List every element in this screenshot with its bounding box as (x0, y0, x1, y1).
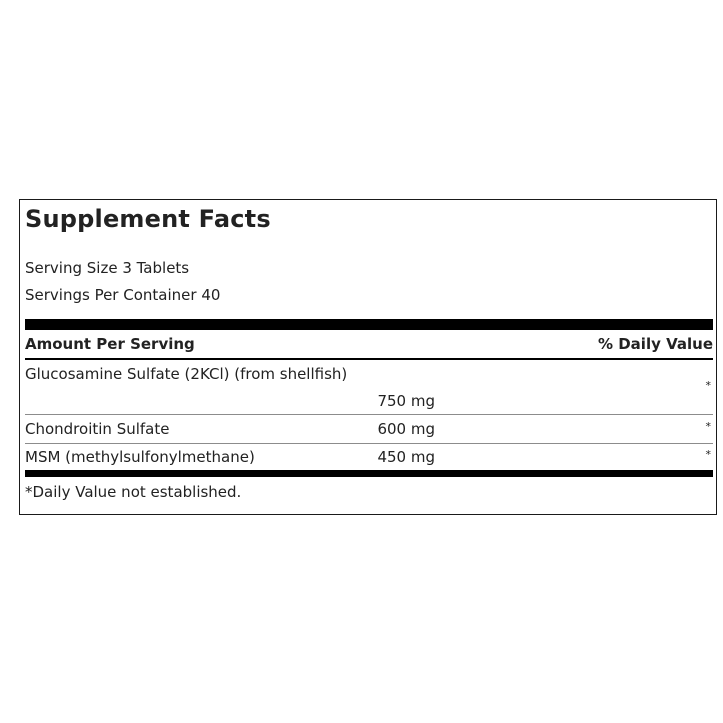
row-divider (25, 414, 713, 415)
ingredient-dv-glucosamine: * (705, 379, 711, 392)
row-divider (25, 443, 713, 444)
ingredient-name-chondroitin: Chondroitin Sulfate (25, 420, 170, 438)
ingredient-dv-msm: * (705, 448, 711, 461)
amount-per-serving-header: Amount Per Serving (25, 335, 195, 353)
header-divider (25, 358, 713, 360)
thick-divider-top (25, 319, 713, 330)
ingredient-name-glucosamine: Glucosamine Sulfate (2KCl) (from shellfish) (25, 365, 348, 383)
table-header (25, 334, 713, 358)
ingredient-amount-glucosamine: 750 mg (377, 392, 435, 410)
servings-per-container: Servings Per Container 40 (25, 286, 221, 304)
supplement-facts-panel (19, 199, 717, 515)
daily-value-header: % Daily Value (597, 335, 713, 353)
ingredient-dv-chondroitin: * (705, 420, 711, 433)
ingredient-name-msm: MSM (methylsulfonylmethane) (25, 448, 255, 466)
thick-divider-bottom (25, 470, 713, 477)
footnote: *Daily Value not established. (25, 483, 242, 501)
panel-title: Supplement Facts (25, 205, 271, 233)
ingredient-amount-msm: 450 mg (377, 448, 435, 466)
serving-size: Serving Size 3 Tablets (25, 259, 190, 277)
ingredient-amount-chondroitin: 600 mg (377, 420, 435, 438)
